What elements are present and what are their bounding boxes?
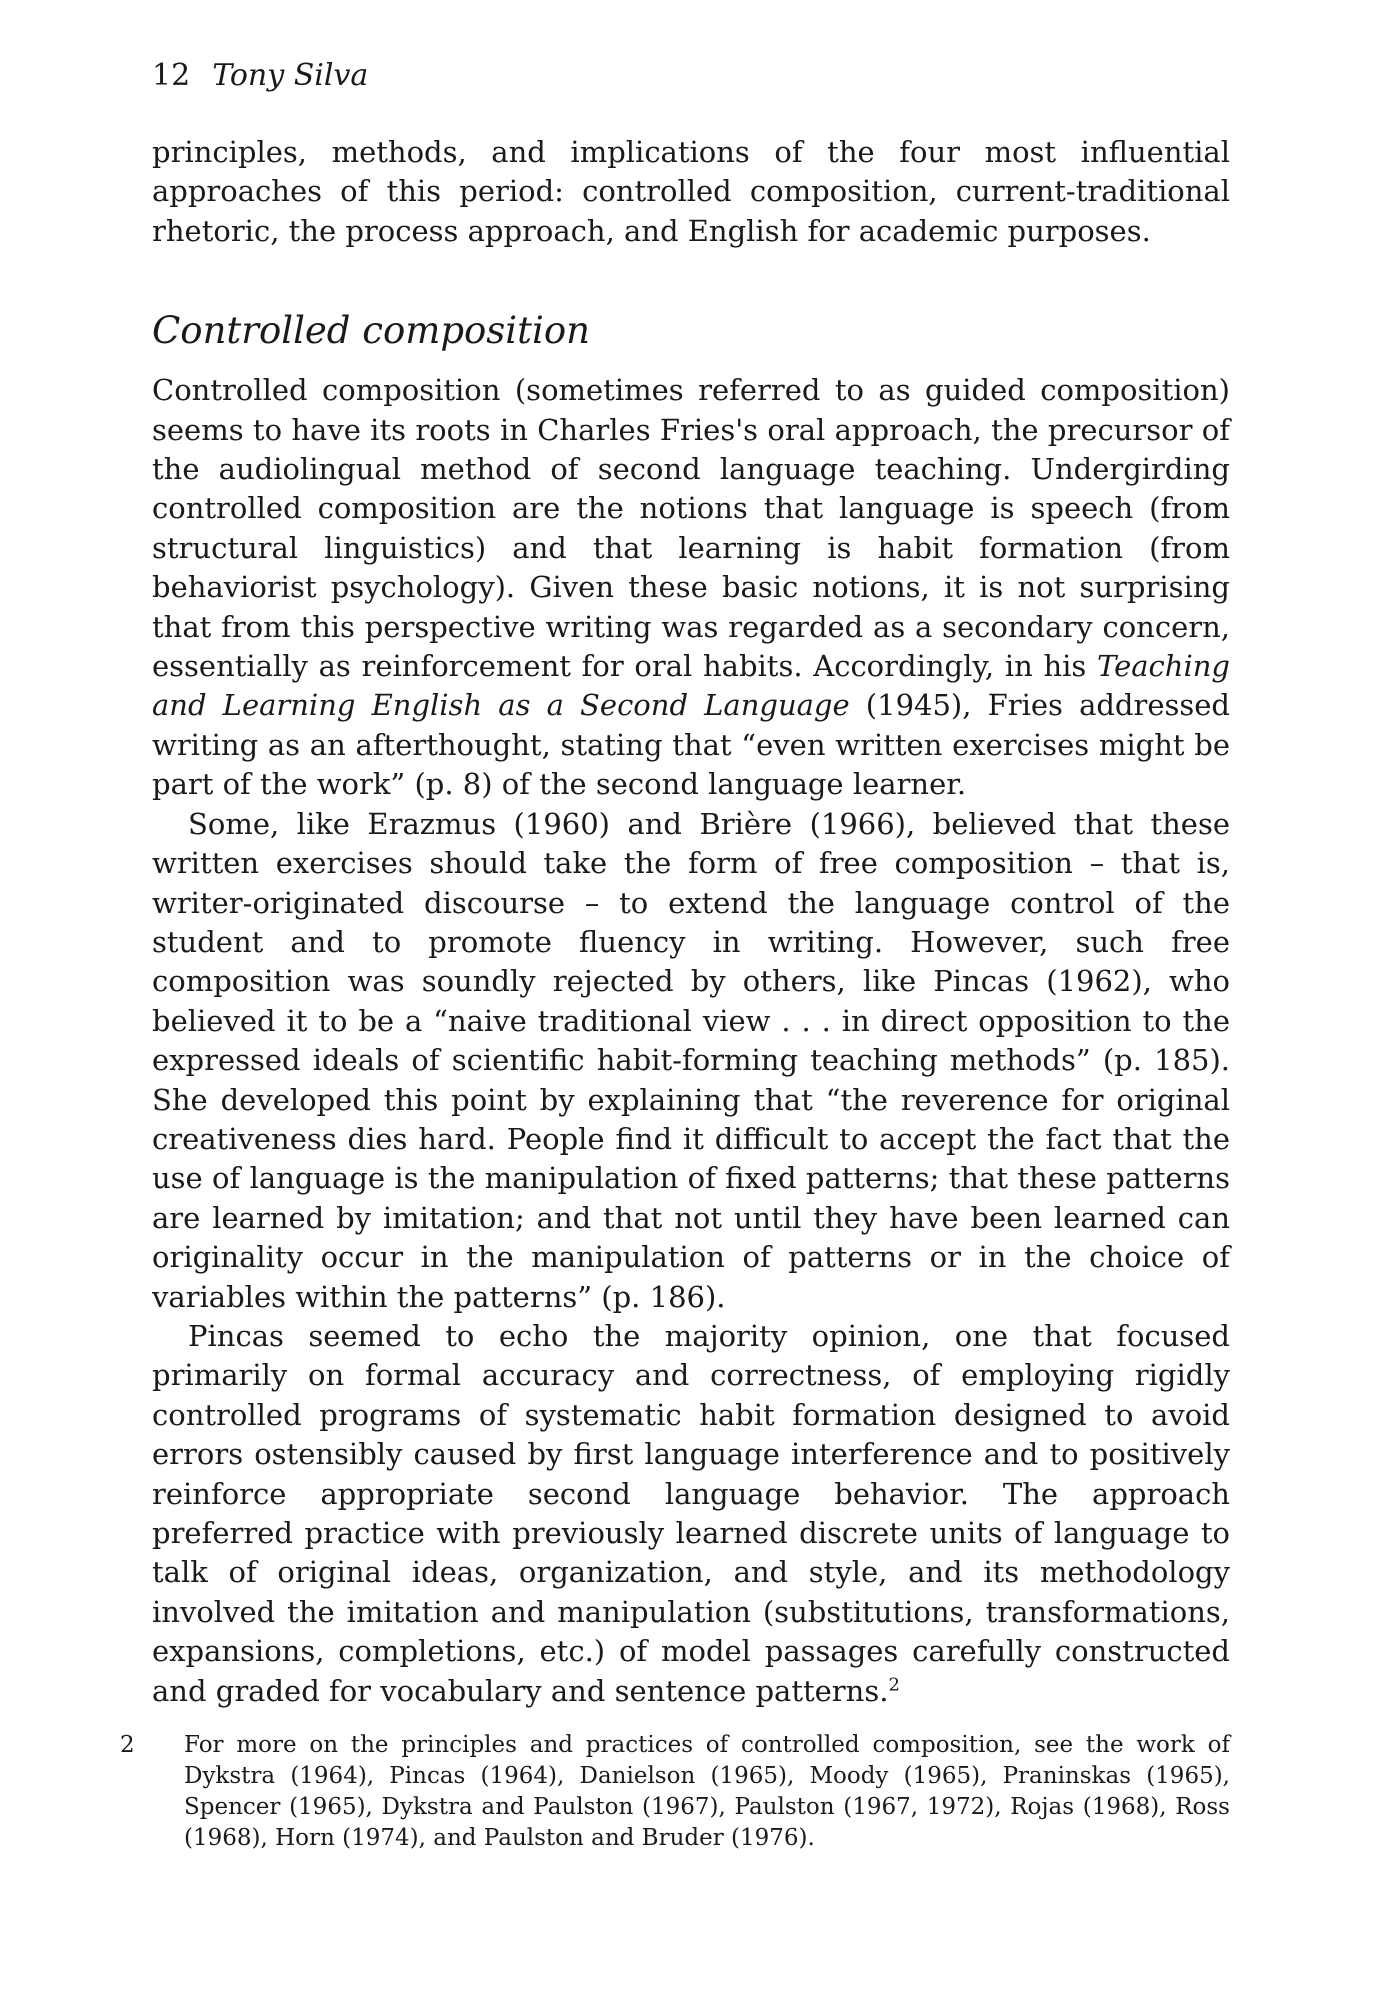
footnote-block [120,1730,1230,1854]
intro-paragraph: principles, methods, and implications of the four most influential approaches of this period: controlled composition, current-traditional rhetoric, the process approach, and English for academic purposes. [152,135,1230,248]
footnote-number: 2 [120,1732,135,1758]
paragraph-1 [152,371,1230,804]
paragraph-3-text: Pincas seemed to echo the majority opinion, one that focused primarily on formal accuracy and correctness, of employing rigidly controlled programs of systematic habit formation designed to avoid errors ostensibly caused by first language interference and to positively reinforce appropriate second language behavior. The approach preferred practice with previously learned discrete units of language to talk of original ideas, organization, and style, and its methodology involved the imitation and manipulation (substitutions, transformations, expansions, completions, etc.) of model passages carefully constructed and graded for vocabulary and sentence patterns. [152,1318,1230,1708]
footnote [120,1730,1230,1854]
footnote-text: For more on the principles and practices of controlled composition, see the work of Dykstra (1964), Pincas (1964), Danielson (1965), Moody (1965), Praninskas (1965), Spencer (1965), Dykstra and Paulston (1967), Paulston (1967, 1972), Rojas (1968), Ross (1968), Horn (1974), and Paulston and Bruder (1976). [184,1732,1230,1851]
paragraph-1-text-b: (1945), Fries addressed writing as an afterthought, stating that “even written exercises might be part of the work” (p. 8) of the second language learner. [152,688,1230,802]
page-number: 12 [152,58,191,93]
footnote-reference[interactable]: 2 [888,1673,900,1695]
body-text [152,133,1230,1711]
running-head [152,58,368,94]
running-head-author: Tony Silva [212,58,369,93]
book-title: Teaching and Learning English as a Second Language [152,649,1230,723]
section-heading: Controlled composition [152,309,590,353]
paragraph-2: Some, like Erazmus (1960) and Brière (1966), believed that these written exercises should take the form of free composition – that is, writer-originated discourse – to extend the language control of the student and to promote fluency in writing. However, such free composition was soundly rejected by others, like Pincas (1962), who believed it to be a “naive traditional view . . . in direct opposition to the expressed ideals of scientific habit-forming teaching methods” (p. 185). She developed this point by explaining that “the reverence for original creativeness dies hard. People find it difficult to accept the fact that the use of language is the manipulation of fixed patterns; that these patterns are learned by imitation; and that not until they have been learned can originality occur in the manipulation of patterns or in the choice of variables within the patterns” (p. 186). [152,806,1230,1314]
paragraph-3 [152,1317,1230,1711]
paragraph-1-text-a: Controlled composition (sometimes referred to as guided composition) seems to have its roots in Charles Fries's oral approach, the precursor of the audiolingual method of second language teaching. Undergirding controlled composition are the notions that language is speech (from structural linguistics) and that learning is habit formation (from behaviorist psychology). Given these basic notions, it is not surprising that from this perspective writing was regarded as a secondary concern, essentially as reinforcement for oral habits. Accordingly, in his [152,373,1230,684]
